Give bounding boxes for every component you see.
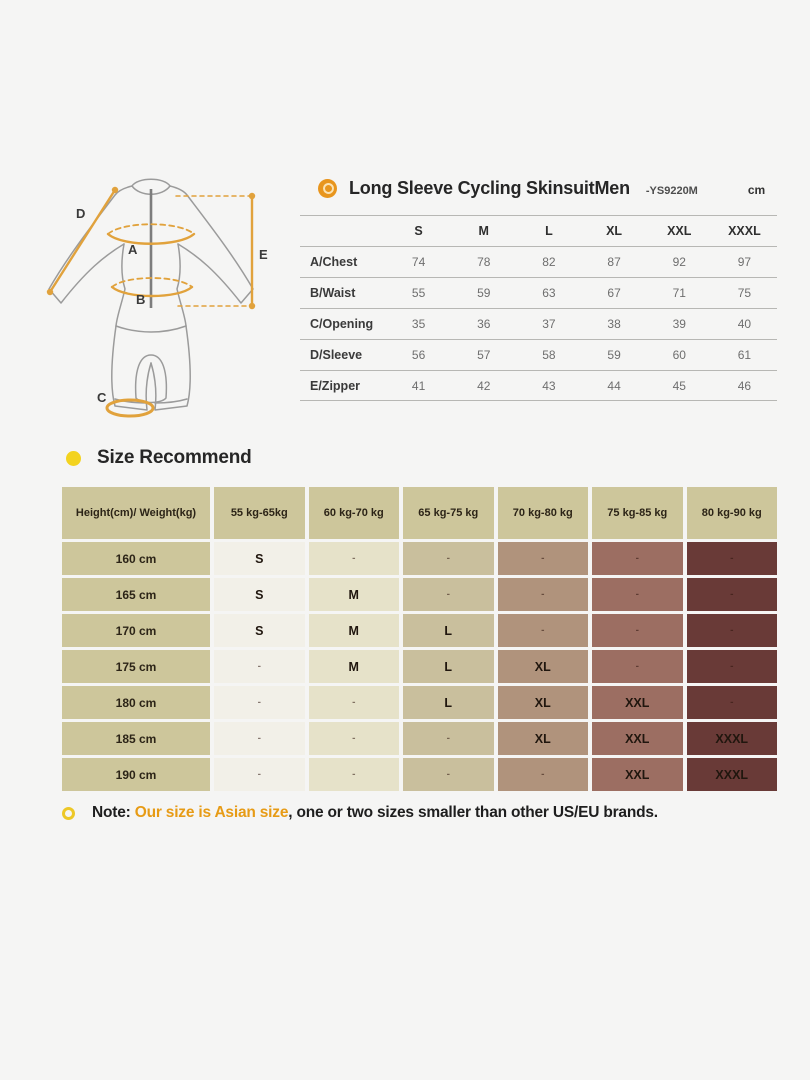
size-recommend-heading	[66, 447, 252, 469]
size-note	[62, 804, 658, 822]
measure-value: 92	[672, 255, 686, 269]
measure-value: 60	[672, 348, 686, 362]
size-cell: -	[687, 614, 778, 647]
weight-header: 80 kg-90 kg	[687, 487, 778, 539]
size-cell: -	[403, 542, 494, 575]
size-cell: S	[214, 542, 305, 575]
measure-value: 41	[411, 378, 426, 393]
weight-header: 60 kg-70 kg	[309, 487, 400, 539]
measure-value: 56	[411, 348, 426, 362]
size-cell: -	[592, 614, 683, 647]
model-code: -YS9220M	[645, 184, 698, 197]
measurement-table-header	[300, 215, 777, 246]
skinsuit-diagram	[28, 156, 300, 444]
measure-value: 63	[542, 286, 556, 300]
size-recommend-table	[62, 487, 777, 791]
measure-value: 55	[411, 286, 426, 300]
measure-value: 59	[607, 348, 621, 362]
measure-value: 58	[542, 348, 556, 362]
size-cell: S	[214, 578, 305, 611]
size-cell: XXL	[592, 686, 683, 719]
measure-value: 35	[411, 317, 426, 331]
size-cell: XL	[498, 686, 589, 719]
size-cell: -	[498, 614, 589, 647]
measure-value: 46	[737, 378, 752, 393]
measure-value: 39	[672, 317, 686, 331]
size-cell: -	[498, 542, 589, 575]
size-cell: -	[687, 686, 778, 719]
size-cell: -	[403, 578, 494, 611]
skinsuit-outline-drawing	[28, 156, 300, 444]
weight-header: 55 kg-65kg	[214, 487, 305, 539]
size-cell: XXXL	[687, 758, 778, 791]
size-cell: -	[687, 578, 778, 611]
size-col-header: XXXL	[728, 224, 761, 238]
measure-value: 97	[737, 255, 752, 269]
product-title: Long Sleeve Cycling SkinsuitMen	[349, 178, 630, 198]
size-cell: L	[403, 614, 494, 647]
size-cell: -	[592, 542, 683, 575]
height-label: 170 cm	[62, 614, 210, 647]
size-col-header: XL	[606, 224, 623, 238]
size-cell: -	[309, 722, 400, 755]
height-label: 160 cm	[62, 542, 210, 575]
measure-value: 40	[737, 317, 752, 331]
height-label: 165 cm	[62, 578, 210, 611]
note-label: Note:	[92, 804, 135, 821]
measure-value: 59	[477, 286, 491, 300]
measure-value: 37	[542, 317, 556, 331]
height-label: 180 cm	[62, 686, 210, 719]
size-cell: S	[214, 614, 305, 647]
measure-row-label: C/Opening	[310, 317, 374, 331]
size-cell: -	[687, 650, 778, 683]
size-cell: -	[498, 578, 589, 611]
size-cell: -	[214, 758, 305, 791]
measure-value: 78	[477, 255, 491, 269]
size-cell: -	[403, 722, 494, 755]
size-col-header: M	[478, 224, 489, 238]
note-text	[92, 804, 658, 822]
size-cell: -	[592, 650, 683, 683]
measure-label-b: B	[136, 292, 146, 307]
table-row	[300, 370, 777, 401]
measurement-table	[300, 215, 777, 401]
size-cell: M	[309, 650, 400, 683]
measure-value: 36	[477, 317, 491, 331]
size-cell: -	[309, 542, 400, 575]
note-rest: , one or two sizes smaller than other US/EU brands.	[288, 804, 658, 821]
size-cell: -	[403, 758, 494, 791]
measure-value: 45	[672, 378, 686, 393]
table-row	[300, 339, 777, 370]
measure-value: 74	[411, 255, 426, 269]
size-cell: L	[403, 686, 494, 719]
measure-value: 67	[607, 286, 621, 300]
measure-label-a: A	[128, 242, 138, 257]
height-label: 175 cm	[62, 650, 210, 683]
size-cell: XXL	[592, 722, 683, 755]
measure-value: 57	[477, 348, 491, 362]
size-col-header: XXL	[667, 224, 692, 238]
ring-bullet-icon	[62, 807, 75, 820]
table-row	[300, 246, 777, 277]
measure-value: 71	[672, 286, 686, 300]
measure-value: 75	[737, 286, 752, 300]
size-cell: M	[309, 614, 400, 647]
measure-label-e: E	[259, 247, 268, 262]
brand-logo-icon	[318, 179, 337, 198]
size-cell: -	[214, 722, 305, 755]
size-cell: M	[309, 578, 400, 611]
size-cell: L	[403, 650, 494, 683]
weight-header: 75 kg-85 kg	[592, 487, 683, 539]
height-label: 185 cm	[62, 722, 210, 755]
measure-label-d: D	[76, 206, 86, 221]
measure-label-c: C	[97, 390, 107, 405]
measure-value: 38	[607, 317, 621, 331]
measure-row-label: D/Sleeve	[310, 348, 363, 362]
measure-value: 82	[542, 255, 556, 269]
size-cell: -	[592, 578, 683, 611]
size-cell: XL	[498, 722, 589, 755]
table-row	[300, 308, 777, 339]
weight-header: 65 kg-75 kg	[403, 487, 494, 539]
size-col-header: S	[414, 224, 423, 238]
unit-label: cm	[747, 183, 766, 197]
measure-row-label: A/Chest	[310, 255, 358, 269]
measure-value: 43	[542, 378, 556, 393]
size-col-header: L	[545, 224, 553, 238]
measure-value: 44	[607, 378, 621, 393]
product-title-row	[318, 178, 765, 199]
size-cell: XXXL	[687, 722, 778, 755]
corner-header-cell: Height(cm)/ Weight(kg)	[62, 487, 210, 539]
size-cell: XXL	[592, 758, 683, 791]
measure-value: 87	[607, 255, 621, 269]
note-highlight: Our size is Asian size	[134, 804, 289, 821]
measure-value: 42	[477, 378, 491, 393]
size-cell: XL	[498, 650, 589, 683]
height-label: 190 cm	[62, 758, 210, 791]
section-title: Size Recommend	[97, 447, 252, 468]
measure-row-label: B/Waist	[310, 286, 356, 300]
bullet-dot-icon	[66, 451, 81, 466]
size-cell: -	[498, 758, 589, 791]
size-cell: -	[687, 542, 778, 575]
measure-row-label: E/Zipper	[310, 378, 361, 393]
measure-value: 61	[737, 348, 752, 362]
weight-header: 70 kg-80 kg	[498, 487, 589, 539]
table-row	[300, 277, 777, 308]
size-cell: -	[214, 650, 305, 683]
size-cell: -	[309, 758, 400, 791]
size-cell: -	[309, 686, 400, 719]
size-cell: -	[214, 686, 305, 719]
